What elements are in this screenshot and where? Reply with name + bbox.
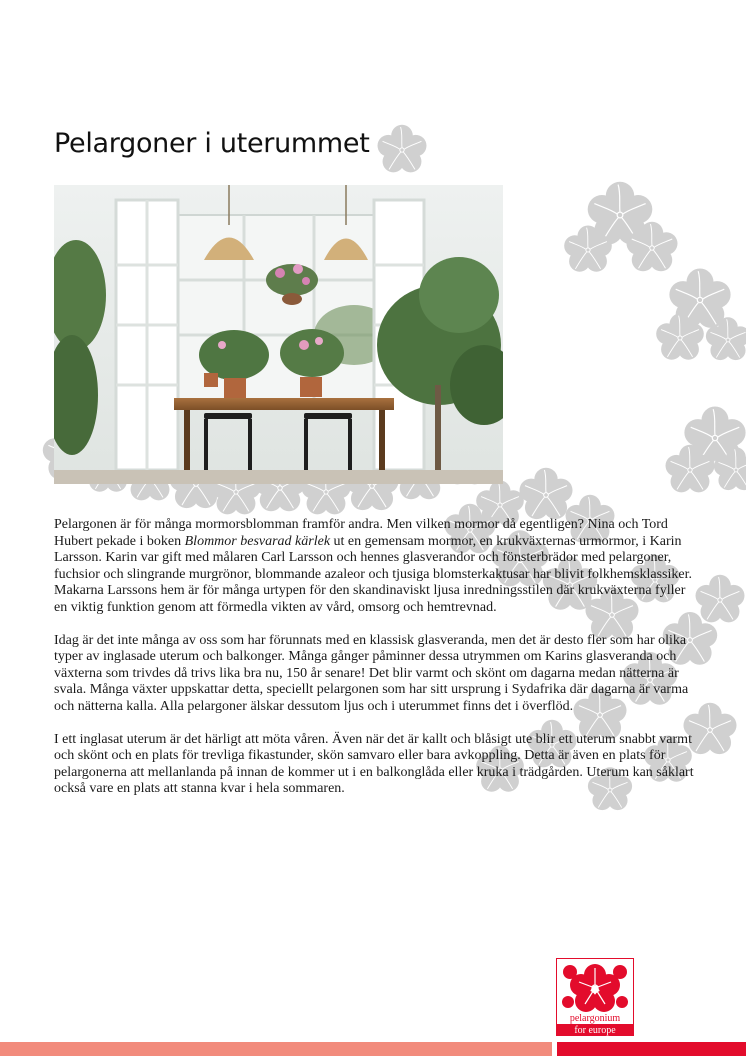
paragraph-text: Idag är det inte många av oss som har förunnats med en klassisk glasveranda, men det är desto fler som har olika typer av inglasade uterum och balkonger. Många gånger påminner dessa utrymmen om Karins glasveranda och växterna som trivdes då trivs lika bra nu, 150 år senare! Det blir varmt och skönt om dagarna medan nätterna är svala. Många växter uppskattar detta, speciellt pelargonen som har sitt ursprung i Sydafrika där dagarna är varma och nätterna kalla. Alla pelargoner älskar dessutom ljus och i uterummet finns det i överflöd. <box>54 632 689 714</box>
flower-cluster-title <box>378 125 427 173</box>
paragraph-text: I ett inglasat uterum är det härligt att möta våren. Även när det är kallt och blåsigt ute blir ett uterum snabbt varmt och skönt och en plats för trevliga fikastunder, skön samvaro eller bara avkoppling. Detta är även en plats för pelargonerna att mellanlanda på innan de kommer ut i en balkonglåda eller kruka i trädgården. Uterum kan såklart också vare en plats att stanna kvar i hela sommaren. <box>54 731 694 796</box>
article-body <box>54 517 694 814</box>
paragraph-3 <box>54 732 694 798</box>
flower-cluster-right-mid <box>656 269 746 361</box>
logo-line-1: pelargonium <box>569 1013 621 1024</box>
paragraph-2 <box>54 633 694 716</box>
paragraph-text: Pelargonen är för många mormorsblomman framför andra. Men vilken mormor då egentligen? Nina och Tord Hubert pekade i boken <box>54 517 668 549</box>
pelargonium-flower-icon <box>562 964 628 1012</box>
pelargonium-for-europe-logo <box>556 958 634 1036</box>
paragraph-1 <box>54 517 694 616</box>
page-title: Pelargoner i uterummet <box>54 128 370 159</box>
paragraph-text: ut en gemensam mormor, en krukväxternas urmormor, i Karin Larsson. Karin var gift med målaren Carl Larsson och hennes glasverandor och fönsterbrädor med pelargoner, fuchsior och slingrande murgrönor, blommande azaleor och tjusiga blomsterkaktusar har blivit folkhemsklassiker. Makarna Larssons hem är för många urtypen för den skandinaviskt ljusa inredningsstilen där krukväxterna fyller en viktig funktion genom att förmedla vikten av vård, omsorg och hemtrevnad. <box>54 533 692 615</box>
footer-bar-left <box>0 1042 552 1056</box>
book-title: Blommor besvarad kärlek <box>184 533 331 549</box>
flower-cluster-right-low <box>666 407 746 493</box>
footer-bar-right <box>557 1042 746 1056</box>
logo-line-2: for europe <box>574 1025 616 1036</box>
photo-glass-veranda <box>54 185 503 484</box>
flower-cluster-right-top <box>564 182 677 272</box>
